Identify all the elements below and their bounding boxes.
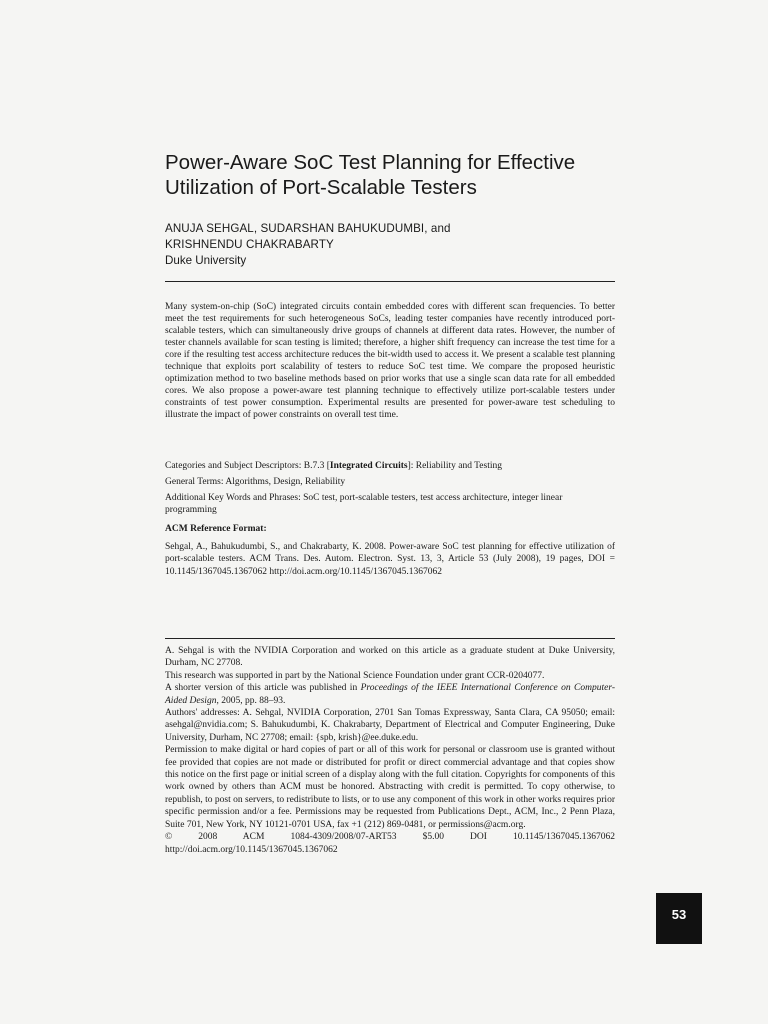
categories-prefix: Categories and Subject Descriptors: B.7.3 [ bbox=[165, 461, 330, 471]
categories-bold: Integrated Circuits bbox=[329, 461, 408, 471]
page-number: 53 bbox=[671, 907, 687, 922]
authors-line-1: ANUJA SEHGAL, SUDARSHAN BAHUKUDUMBI, and bbox=[165, 222, 451, 235]
shorter-prefix: A shorter version of this article was published in bbox=[165, 683, 361, 694]
title-line-2: Utilization of Port-Scalable Testers bbox=[165, 176, 477, 199]
footnote-copyright: © 2008 ACM 1084-4309/2008/07-ART53 $5.00 DOI 10.1145/1367045.1367062 http://doi.acm.org/10.1145/1367045.1367062 bbox=[165, 832, 615, 855]
acm-reference: Sehgal, A., Bahukudumbi, S., and Chakrabarty, K. 2008. Power-aware SoC test planning for effective utilization of port-scalable testers. ACM Trans. Des. Autom. Electron. Syst. 13, 3, Article 53 (July 2008), 19 pages, DOI = 10.1145/1367045.1367062 http://doi.acm.org/10.1145/1367045.1367062 bbox=[165, 542, 615, 577]
footnote-permission: Permission to make digital or hard copies of part or all of this work for personal or classroom use is granted without fee provided that copies are not made or distributed for profit or direct commercial advantage and that copies show this notice on the first page or initial screen of a display along with the full citation. Copyrights for components of this work owned by others than ACM must be honored. Abstracting with credit is permitted. To copy otherwise, to republish, to post on servers, to redistribute to lists, or to use any component of this work in other works requires prior specific permission and/or a fee. Permissions may be requested from Publications Dept., ACM, Inc., 2 Penn Plaza, Suite 701, New York, NY 10121-0701 USA, fax +1 (212) 869-0481, or permissions@acm.org. bbox=[165, 745, 615, 830]
categories-descriptors bbox=[165, 460, 615, 472]
footnote-affiliation: A. Sehgal is with the NVIDIA Corporation and worked on this article as a graduate student at Duke University, Durham, NC 27708. bbox=[165, 646, 615, 669]
shorter-venue: Proceedings of the IEEE International Conference on Computer-Aided Design bbox=[165, 683, 615, 706]
header-divider bbox=[165, 281, 615, 282]
abstract-text: Many system-on-chip (SoC) integrated circuits contain embedded cores with different scan frequencies. To better meet the test requirements for such heterogeneous SoCs, leading tester companies have recently introduced port-scalable testers, which can simultaneously drive groups of channels at different data rates. However, the number of tester channels available for scan testing is limited; therefore, a higher shift frequency can increase the test time for a core if the resulting test access architecture reduces the bit-width used to access it. We present a scalable test planning technique that exploits port scalability of testers to reduce SoC test time. We compare the proposed heuristic optimization method to two baseline methods based on prior works that use a single scan data rate for all embedded cores. We also propose a power-aware test planning technique to effectively utilize port-scalable testers under constraints of test power consumption. Experimental results are presented for power-aware test scheduling to illustrate the impact of power constraints on overall test time. bbox=[165, 302, 615, 420]
shorter-suffix: , 2005, pp. 88–93. bbox=[216, 695, 286, 706]
title-line-1: Power-Aware SoC Test Planning for Effective bbox=[165, 151, 576, 174]
affiliation: Duke University bbox=[165, 254, 247, 267]
footnote-shorter-version bbox=[165, 682, 615, 707]
footnote bbox=[165, 645, 615, 856]
page-number-box bbox=[656, 893, 702, 944]
paper-title bbox=[165, 150, 635, 200]
keywords: Additional Key Words and Phrases: SoC test, port-scalable testers, test access architecture, integer linear programming bbox=[165, 493, 563, 515]
footnote-addresses: Authors' addresses: A. Sehgal, NVIDIA Corporation, 2701 San Tomas Expressway, Santa Clara, CA 95050; email: asehgal@nvidia.com; S. Bahukudumbi, K. Chakrabarty, Department of Electrical and Computer Engineering, Duke University, Durham, NC 27708; email: {spb, krish}@ee.duke.edu. bbox=[165, 708, 615, 743]
general-terms: General Terms: Algorithms, Design, Reliability bbox=[165, 477, 346, 487]
acm-reference-heading: ACM Reference Format: bbox=[165, 524, 267, 534]
abstract bbox=[165, 301, 615, 421]
footnote-funding: This research was supported in part by the National Science Foundation under grant CCR-0204077. bbox=[165, 670, 545, 681]
footnote-divider bbox=[165, 638, 615, 639]
authors-line-2: KRISHNENDU CHAKRABARTY bbox=[165, 237, 334, 251]
categories-suffix: ]: Reliability and Testing bbox=[407, 461, 502, 471]
author-list bbox=[165, 221, 625, 252]
